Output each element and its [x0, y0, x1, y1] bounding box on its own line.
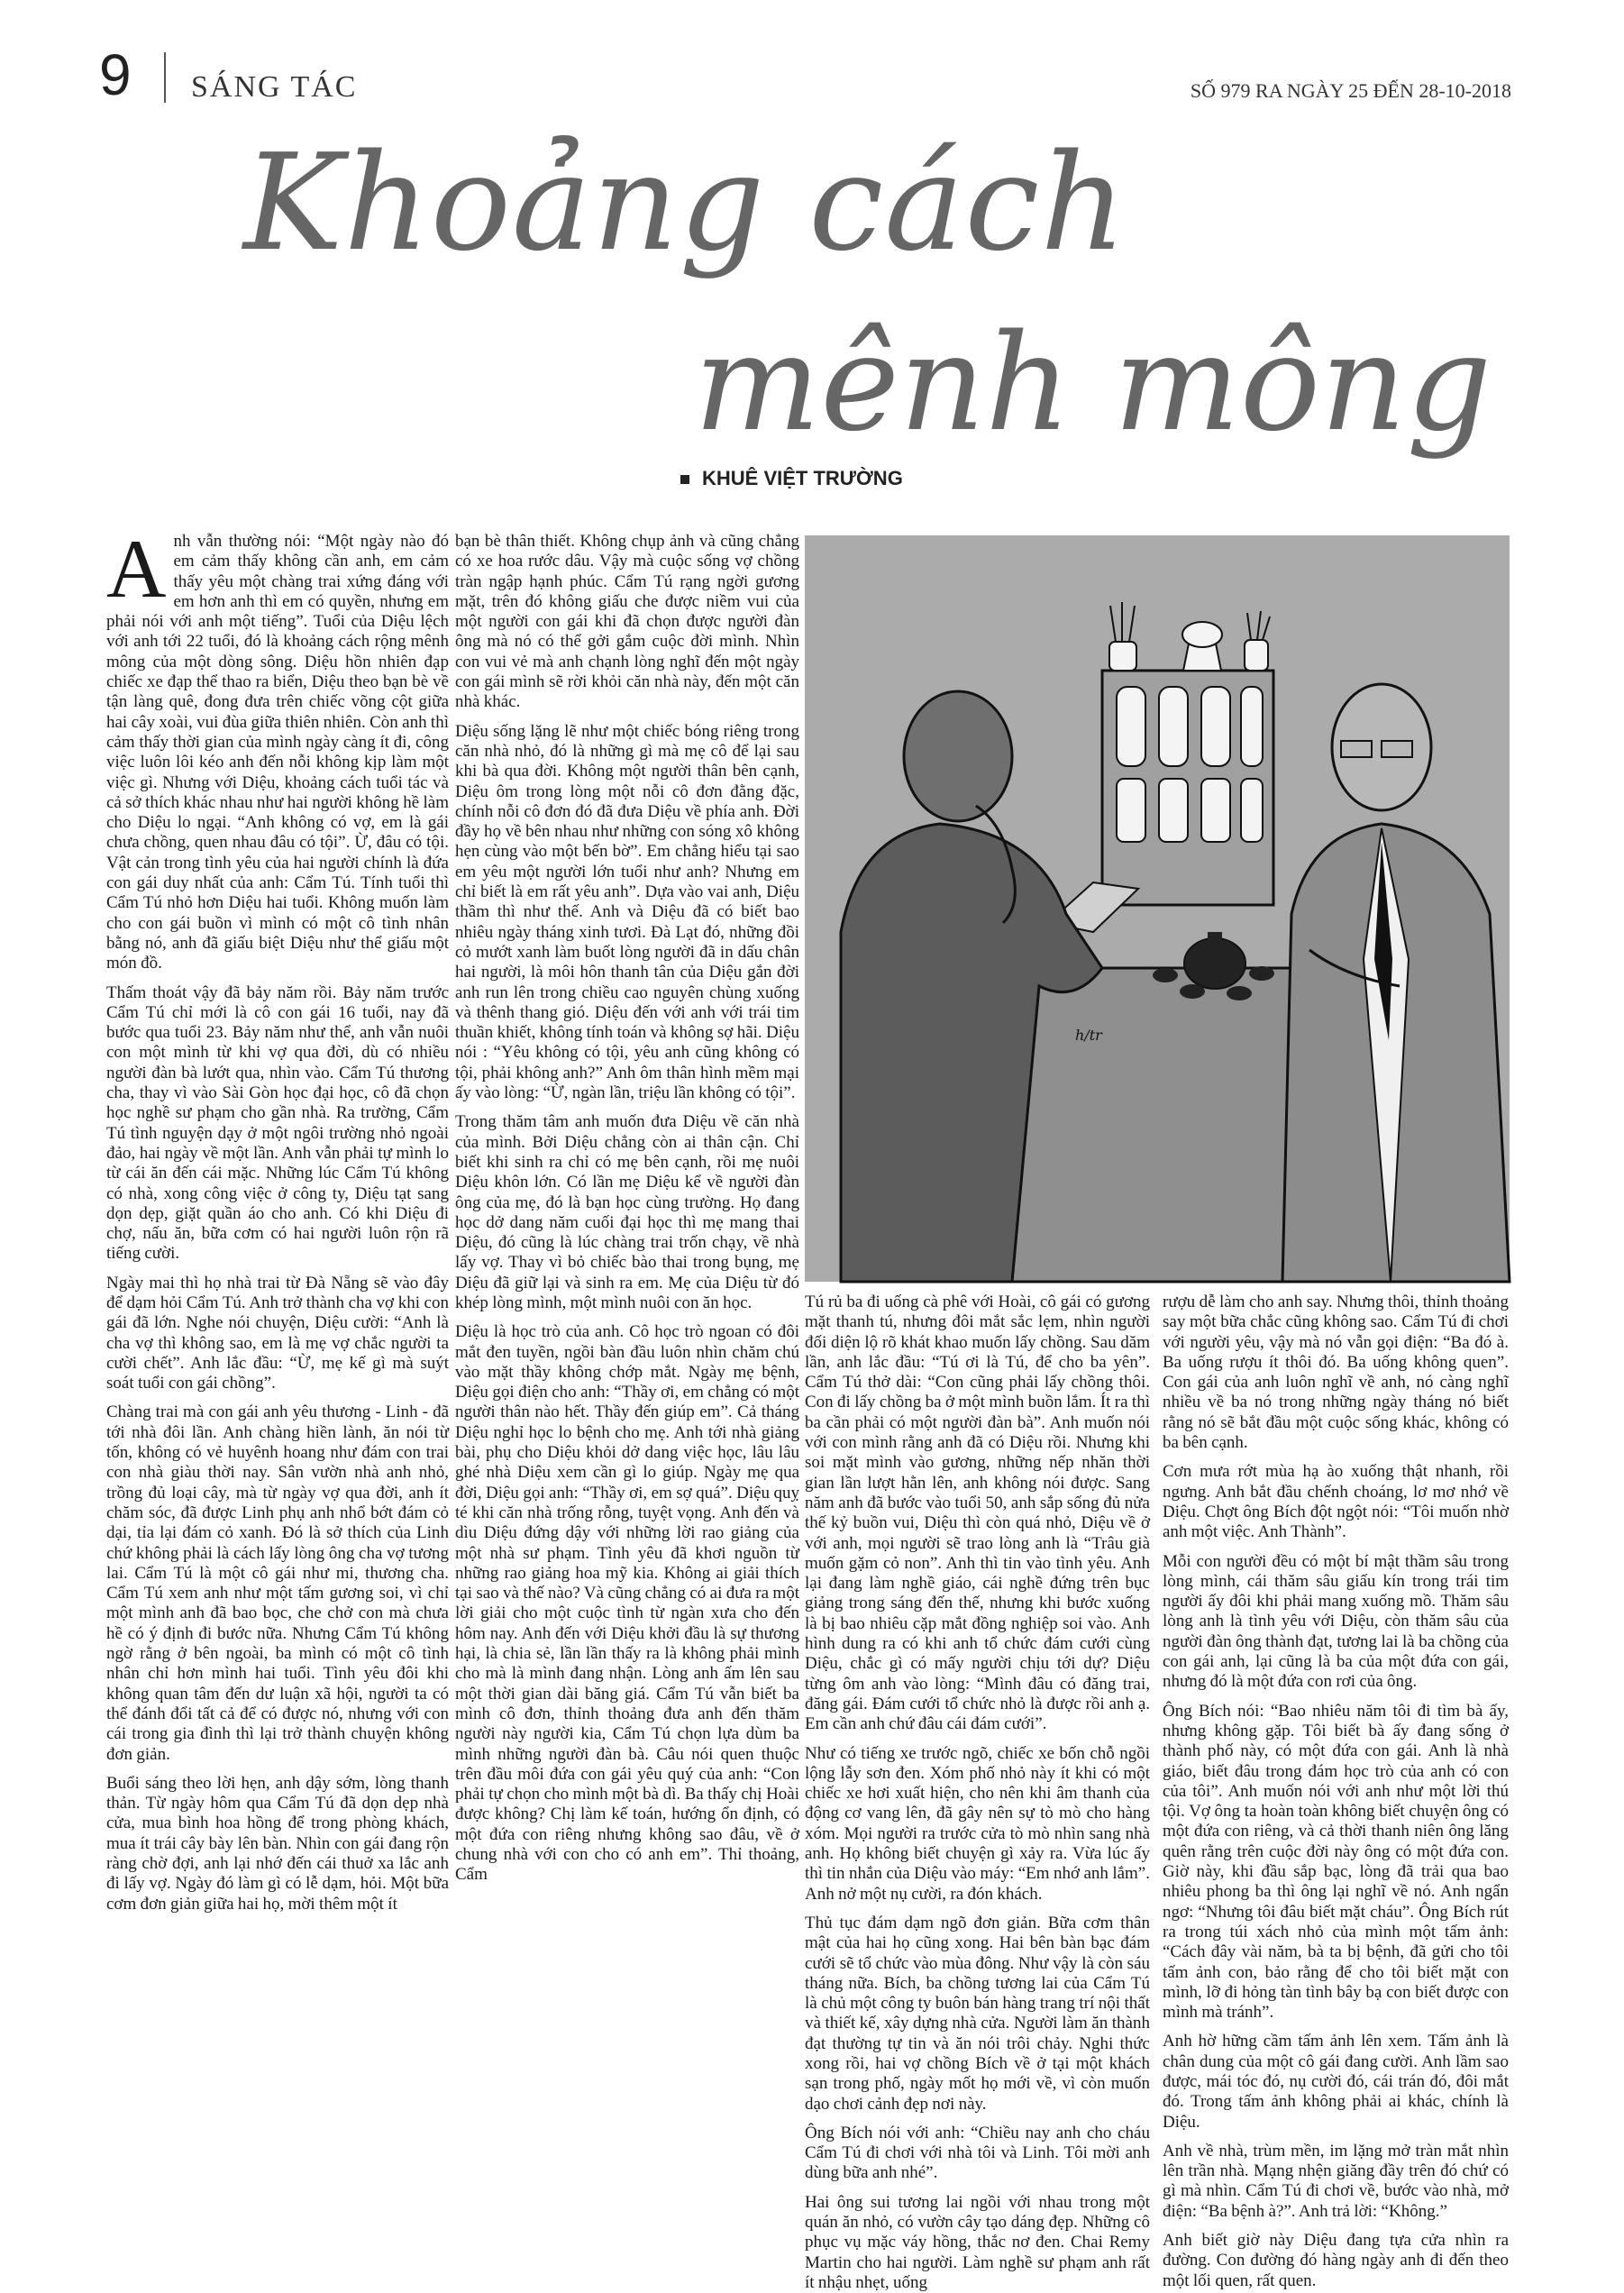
- paragraph: bạn bè thân thiết. Không chụp ảnh và cũng chẳng có xe hoa rước dâu. Vậy mà cuộc sống vợ chồng tràn ngập hạnh phúc. Cẩm Tú rạng ngời gương mặt, trên đó không giấu che được niềm vui của một người con gái khi đã chọn được người đàn ông mà nó có thể gởi gắm cuộc đời mình. Nhìn con vui vẻ mà anh chạnh lòng nghĩ đến một ngày con gái mình sẽ rời khỏi căn nhà này, đến một căn nhà khác.: [455, 532, 799, 712]
- paragraph: Cơn mưa rớt mùa hạ ào xuống thật nhanh, rồi ngưng. Anh bắt đầu chếnh choáng, lơ mơ nhớ về Diệu. Chợt ông Bích đột ngột nói: “Tôi muốn nhờ anh một việc. Anh Thành”.: [1163, 1462, 1509, 1542]
- paragraph: Tú rủ ba đi uống cà phê với Hoài, cô gái có gương mặt thanh tú, nhưng đôi mắt sắc lẹm, nhìn người đối diện lộ rõ khát khao muốn lấy chồng. Sau dăm lần, anh lắc đầu: “Tú ơi là Tú, để cho ba yên”. Cẩm Tú thở dài: “Con cũng phải lấy chồng thôi. Con đi lấy chồng ba ở một mình buồn lắm. Ít ra thì ba cần phải có một người đàn bà”. Anh muốn nói với con mình rằng anh đã có Diệu rồi. Nhưng khi soi mặt mình vào gương, những nếp nhăn thời gian lần lượt hằn lên, anh không nói được. Sang năm anh đã bước vào tuổi 50, anh sắp sống đủ nửa thế kỷ buồn vui, Diệu thì còn quá nhỏ, Diệu về ở với anh, mọi người sẽ trao lòng anh là “Trâu già muốn gặm cỏ non”. Anh thì tin vào tình yêu. Anh lại đang làm nghề giáo, cái nghề đứng trên bục giảng trong sáng đến thế, nhưng khi bước xuống là bị bao nhiêu cặp mắt đồng nghiệp soi vào. Anh hình dung ra có khi anh tổ chức đám cưới cùng Diệu, chắc gì có mấy người chịu tới dự? Diệu từng ôm anh vào lòng: “Mình đâu có đăng trai, đăng gái. Đám cưới tổ chức nhỏ là được rồi anh ạ. Em cần anh chứ đâu cái đám cưới”.: [805, 1293, 1150, 1734]
- paragraph: Thủ tục đám dạm ngõ đơn giản. Bữa cơm thân mật của hai họ cũng xong. Hai bên bàn bạc đám cưới sẽ tổ chức vào mùa đông. Như vậy là còn sáu tháng nữa. Bích, ba chồng tương lai của Cẩm Tú là chủ một công ty buôn bán hàng trang trí nội thất và thiết kế, xây dựng nhà cửa. Người làm ăn thành đạt thường tự tin và ăn nói trôi chảy. Nghi thức xong rồi, hai vợ chồng Bích về ở tại một khách sạn trong phố, ngày mốt họ mới về, vì còn muốn dạo chơi cảnh đẹp nơi này.: [805, 1913, 1150, 2114]
- paragraph: Ông Bích nói với anh: “Chiều nay anh cho cháu Cẩm Tú đi chơi với nhà tôi và Linh. Tôi mời anh dùng bữa anh nhé”.: [805, 2123, 1150, 2183]
- paragraph: Diệu là học trò của anh. Cô học trò ngoan có đôi mắt đen tuyền, ngồi bàn đầu luôn nhìn chăm chú vào mặt thầy không chớp mắt. Ngày mẹ bệnh, Diệu gọi điện cho anh: “Thầy ơi, em chẳng có một người thân nào hết. Thầy đến giúp em”. Cả tháng Diệu nghỉ học lo bệnh cho mẹ. Anh tới nhà giảng bài, phụ cho Diệu khỏi dở dang việc học, lâu lâu ghé nhà Diệu xem cần gì lo giúp. Ngày mẹ qua đời, Diệu gọi anh: “Thầy ơi, em sợ quá”. Diệu quỵ té khi căn nhà trống rỗng, tuyệt vọng. Anh đến và dìu Diệu đứng dậy với những lời rao giảng của một nhà sư phạm. Tình yêu đã khơi nguồn từ những rao giảng hoa mỹ kia. Không ai giải thích tại sao và thế nào? Và cũng chẳng có ai đưa ra một lời giải cho một cuộc tình từ ngàn xưa cho đến hôm nay. Anh đến với Diệu khởi đầu là sự thương hại, là chia sẻ, lần lần thấy ra là không phải mình cho mà là mình đang nhận. Lòng anh ấm lên sau một thời gian dài băng giá. Cẩm Tú vẫn biết ba mình cô đơn, thỉnh thoảng đưa anh đến thăm người này người kia, Cẩm Tú chọn lựa dùm ba mình những người đàn bà. Câu nói quen thuộc trên đầu môi đứa con gái yêu quý của anh: “Con phải tự chọn cho mình một bà dì. Ba thấy chị Hoài được không? Chị làm kế toán, hướng ổn định, có một đứa con riêng nhưng không sao đâu, về ở chung nhà với con cho có anh em”. Thỉ thoảng, Cẩm: [455, 1322, 799, 1885]
- paragraph: Hai ông sui tương lai ngồi với nhau trong một quán ăn nhỏ, có vườn cây tạo dáng đẹp. Những cô phục vụ mặc váy hồng, thắc nơ đen. Chai Remy Martin cho hai người. Làm nghề sư phạm anh rất ít nhậu nhẹt, uống: [805, 2192, 1150, 2292]
- paragraph: [106, 523, 449, 974]
- paragraph: Như có tiếng xe trước ngõ, chiếc xe bốn chỗ ngồi lộng lẫy sơn đen. Xóm phố nhỏ này ít khi có một chiếc xe hơi xuất hiện, cho nên khi âm thanh của động cơ vang lên, đã gây nên sự tò mò cho hàng xóm. Mọi người ra trước cửa tò mò nhìn sang nhà anh. Họ không biết chuyện gì xảy ra. Vừa lúc ấy thì tin nhắn của Diệu vào máy: “Em nhớ anh lắm”. Anh nở một nụ cười, ra đón khách.: [805, 1743, 1150, 1904]
- paragraph: Trong thăm tâm anh muốn đưa Diệu về căn nhà của mình. Bởi Diệu chẳng còn ai thân cận. Chỉ biết khi sinh ra chỉ có mẹ bên cạnh, rồi mẹ nuôi Diệu khôn lớn. Có lần mẹ Diệu kể về người đàn ông của mẹ, đó là bạn học cùng trường. Họ đang học dở dang năm cuối đại học thì mẹ mang thai Diệu, đó cũng là lúc chàng trai trốn chạy, về nhà lấy vợ. Thay vì bỏ chiếc bào thai trong bụng, mẹ Diệu đã giữ lại và sinh ra em. Mẹ của Diệu từ đó khép lòng mình, một mình nuôi con ăn học.: [455, 1112, 799, 1312]
- paragraph: Anh biết giờ này Diệu đang tựa cửa nhìn ra đường. Con đường đó hàng ngày anh đi đến theo một lối quen, rất quen.: [1163, 2231, 1509, 2290]
- page-number: 9: [99, 42, 132, 107]
- article-title-line-2: mênh mông: [694, 306, 1492, 461]
- article-column-4: [1163, 1293, 1509, 2290]
- drop-cap: A: [106, 523, 167, 615]
- article-column-1: [106, 523, 449, 2195]
- paragraph: Thấm thoát vậy đã bảy năm rồi. Bảy năm trước Cẩm Tú chỉ mới là cô con gái 16 tuổi, nay đã bước qua tuổi 23. Bảy năm như thể, anh vẫn nuôi con một mình từ khi vợ qua đời, dù có nhiều người đàn bà lướt qua, nhìn vào. Cẩm Tú thương cha, thay vì vào Sài Gòn học đại học, cô đã chọn học nghề sư phạm cho gần nhà. Ra trường, Cẩm Tú tình nguyện dạy ở một ngôi trường nhỏ ngoài đảo, hai ngày về một lần. Anh vẫn phải tự mình lo từ cái ăn đến cái mặc. Những lúc Cẩm Tú không có nhà, xong công việc ở công ty, Diệu tạt sang dọn dẹp, giặt quần áo cho anh. Có khi Diệu đi chợ, nấu ăn, bữa cơm có hai người luôn rộn rã tiếng cười.: [106, 982, 449, 1264]
- paragraph: rượu dễ làm cho anh say. Nhưng thôi, thỉnh thoảng say một bữa chắc cũng không sao. Cẩm Tú đi chơi với người yêu, vậy mà nó vẫn gọi điện: “Ba đó à. Ba uống rượu ít thôi đó. Ba uống không quen”. Con gái của anh luôn nghĩ về anh, nó càng nghĩ nhiều về ba nó trong những ngày tháng nó biết rằng nó sẽ bắt đầu một cuộc sống khác, không có ba bên cạnh.: [1163, 1293, 1509, 1453]
- paragraph: Anh hờ hững cầm tấm ảnh lên xem. Tấm ảnh là chân dung của một cô gái đang cười. Anh lầm sao được, mái tóc đó, nụ cười đó, cái trán đó, đôi mắt đó. Trong tấm ảnh không phải ai khác, chính là Diệu.: [1163, 2032, 1509, 2132]
- paragraph: Anh về nhà, trùm mền, im lặng mở tràn mắt nhìn lên trần nhà. Mạng nhện giăng đầy trên đó chứ có gì mà nhìn. Cẩm Tú đi chơi về, bước vào nhà, mở điện: “Ba bệnh à?”. Anh trả lời: “Không.”: [1163, 2141, 1509, 2221]
- illustration: [805, 535, 1510, 1282]
- author-name: KHUÊ VIỆT TRƯỜNG: [702, 467, 903, 489]
- illustration-signature: h/tr: [1075, 1027, 1102, 1044]
- header-divider: [164, 52, 166, 103]
- section-title: SÁNG TÁC: [191, 70, 358, 104]
- issue-info: SỐ 979 RA NGÀY 25 ĐẾN 28-10-2018: [1190, 79, 1511, 102]
- paragraph: Ông Bích nói: “Bao nhiêu năm tôi đi tìm bà ấy, nhưng không gặp. Tôi biết bà ấy đang sống ở thành phố này, có một đứa con gái. Anh là nhà giáo, biết đâu trong đám học trò của anh có con của tôi”. Anh muốn nói với anh như một lời thú tội. Vợ ông ta hoàn toàn không biết chuyện ông có một đứa con riêng, và cả thời thanh niên ông lăng quên rằng trên cuộc đời này ông có một đứa con. Giờ này, khi đầu sắp bạc, lòng đã trải qua bao nhiêu phong ba thì ông lại nghĩ về nó. Anh ngẩn ngơ: “Nhưng tôi đâu biết mặt cháu”. Ông Bích rút ra trong túi xách nhỏ của mình một tấm ảnh: “Cách đây vài năm, bà ta bị bệnh, đã gửi cho tôi tấm ảnh con, bảo rằng để cho tôi biết mặt con mình, lỡ đi hỏng tàn tình bây bạ con biết được con mình mà tránh”.: [1163, 1701, 1509, 2023]
- paragraph: Mỗi con người đều có một bí mật thầm sâu trong lòng mình, cái thăm sâu giấu kín trong trái tim người ấy đôi khi phải mang xuống mồ. Thăm sâu lòng anh là tình yêu với Diệu, còn thăm sâu của người đàn ông thành đạt, tương lai là ba chồng của con gái anh, lại cũng là ba của một đứa con gái, nhưng đó là một đứa con rơi của ông.: [1163, 1551, 1509, 1692]
- bullet-square-icon: [680, 475, 689, 484]
- paragraph: Chàng trai mà con gái anh yêu thương - Linh - đã tới nhà đôi lần. Anh chàng hiền lành, ăn nói từ tốn, không có vẻ huyênh hoang như đám con trai con nhà giàu thời nay. Sân vườn nhà anh nhỏ, trồng đủ loại cây, mà từ ngày vợ qua đời, anh ít chăm sóc, đã được Linh phụ anh nhổ bớt đám cỏ dại, tỉa lại đám cỏ xanh. Đó là sở thích của Linh chứ không phải là cách lấy lòng ông cha vợ tương lai. Cẩm Tú là một cô gái như mi, thương cha. Cẩm Tú xem anh như một tấm gương soi, vì chỉ một mình anh đã bao bọc, che chở con mà chưa hề có ý định đi bước nữa. Nhưng Cẩm Tú không ngờ rằng ở bên ngoài, ba mình có một cô tình nhân chỉ hơn mình hai tuổi. Tình yêu đôi khi không quan tâm đến dư luận xã hội, người ta có thể đánh đổi tất cả để có được nó, nhưng với con cái trong gia đình thì lại trở thành chuyện không đơn giản.: [106, 1402, 449, 1764]
- paragraph: Diệu sống lặng lẽ như một chiếc bóng riêng trong căn nhà nhỏ, đó là những gì mà mẹ cô để lại sau khi bà qua đời. Không một người thân bên cạnh, Diệu ôm trong lòng một nỗi cô đơn đằng đặc, chính nỗi cô đơn đó đã đưa Diệu về phía anh. Đời đầy họ về bên nhau như những con sóng xô không hẹn cùng vào một bến bờ”. Em chẳng hiểu tại sao em yêu một người lớn tuổi như anh? Nhưng em chỉ biết là em rất yêu anh”. Dựa vào vai anh, Diệu thầm thì như thế. Anh và Diệu đã có biết bao nhiêu ngày tháng xinh tươi. Đà Lạt đó, những đồi cỏ mướt xanh làm buốt lòng người đã in dấu chân hai người, là môi hôn thanh tân của Diệu gắn đời anh run lên trong chiều cao nguyên chùng xuống và thênh thang gió. Diệu đến với anh với trái tim thuần khiết, không tính toán và không sợ hãi. Diệu nói : “Yêu không có tội, yêu anh cũng không có tội, phải không anh?” Anh ôm thân hình mềm mại ấy vào lòng: “Ừ, ngàn lần, triệu lần không có tội”.: [455, 721, 799, 1103]
- paragraph-text: nh vẫn thường nói: “Một ngày nào đó em cảm thấy không cần anh, em cảm thấy yêu một chàng trai xứng đáng với em hơn anh thì em có quyền, nhưng em phải nói với anh một tiếng”. Tuổi của Diệu lệch với anh tới 22 tuổi, đó là khoảng cách rộng mênh mông của một dòng sông. Diệu hồn nhiên đạp chiếc xe đạp thể thao ra biển, Diệu theo bạn bè về tận làng quê, đong đưa trên chiếc võng cột giữa hai cây xoài, vui đùa giữa thiên nhiên. Còn anh thì cảm thấy thời gian của mình ngày càng ít đi, công việc luôn lôi kéo anh đến nỗi không kịp làm một việc gì. Nhưng với Diệu, khoảng cách tuổi tác và cả sở thích khác nhau như hai người không hề làm cho Diệu lo ngại. “Anh không có vợ, em là gái chưa chồng, quen nhau đâu có tội”. Ừ, đâu có tội. Vật cản trong tình yêu của hai người chính là đứa con gái duy nhất của anh: Cẩm Tú. Tính tuổi thì Cẩm Tú nhỏ hơn Diệu hai tuổi. Không muốn làm cho con gái buồn vì mình có một cô tình nhân bằng nó, anh đã giấu biệt Diệu như thể giấu một món đồ.: [106, 532, 449, 973]
- paragraph: Buổi sáng theo lời hẹn, anh dậy sớm, lòng thanh thản. Từ ngày hôm qua Cẩm Tú đã dọn dẹp nhà cửa, mua bình hoa hồng để trong phòng khách, mua ít trái cây bày lên bàn. Nhìn con gái đang rộn ràng chờ đợi, anh lại nhớ đến cái thuở xa lắc anh đi lấy vợ. Ngày đó làm gì có lễ dạm, hỏi. Một bữa cơm đơn giản giữa hai họ, mời thêm một ít: [106, 1773, 449, 1914]
- article-column-2: [455, 532, 799, 2195]
- article-column-3: [805, 1293, 1150, 2292]
- paragraph: Ngày mai thì họ nhà trai từ Đà Nẵng sẽ vào đây để dạm hỏi Cẩm Tú. Anh trở thành cha vợ khi con gái đã lớn. Nghe nói chuyện, Diệu cười: “Anh là cha vợ thì không sao, em là mẹ vợ chắc người ta cười chết”. Anh lắc đầu: “Ừ, mẹ kế gì mà suýt soát tuổi con gái chồng”.: [106, 1273, 449, 1393]
- article-title-line-1: Khoảng cách: [243, 125, 1127, 280]
- illustration-drawing: [805, 535, 1510, 1282]
- byline: [680, 467, 903, 490]
